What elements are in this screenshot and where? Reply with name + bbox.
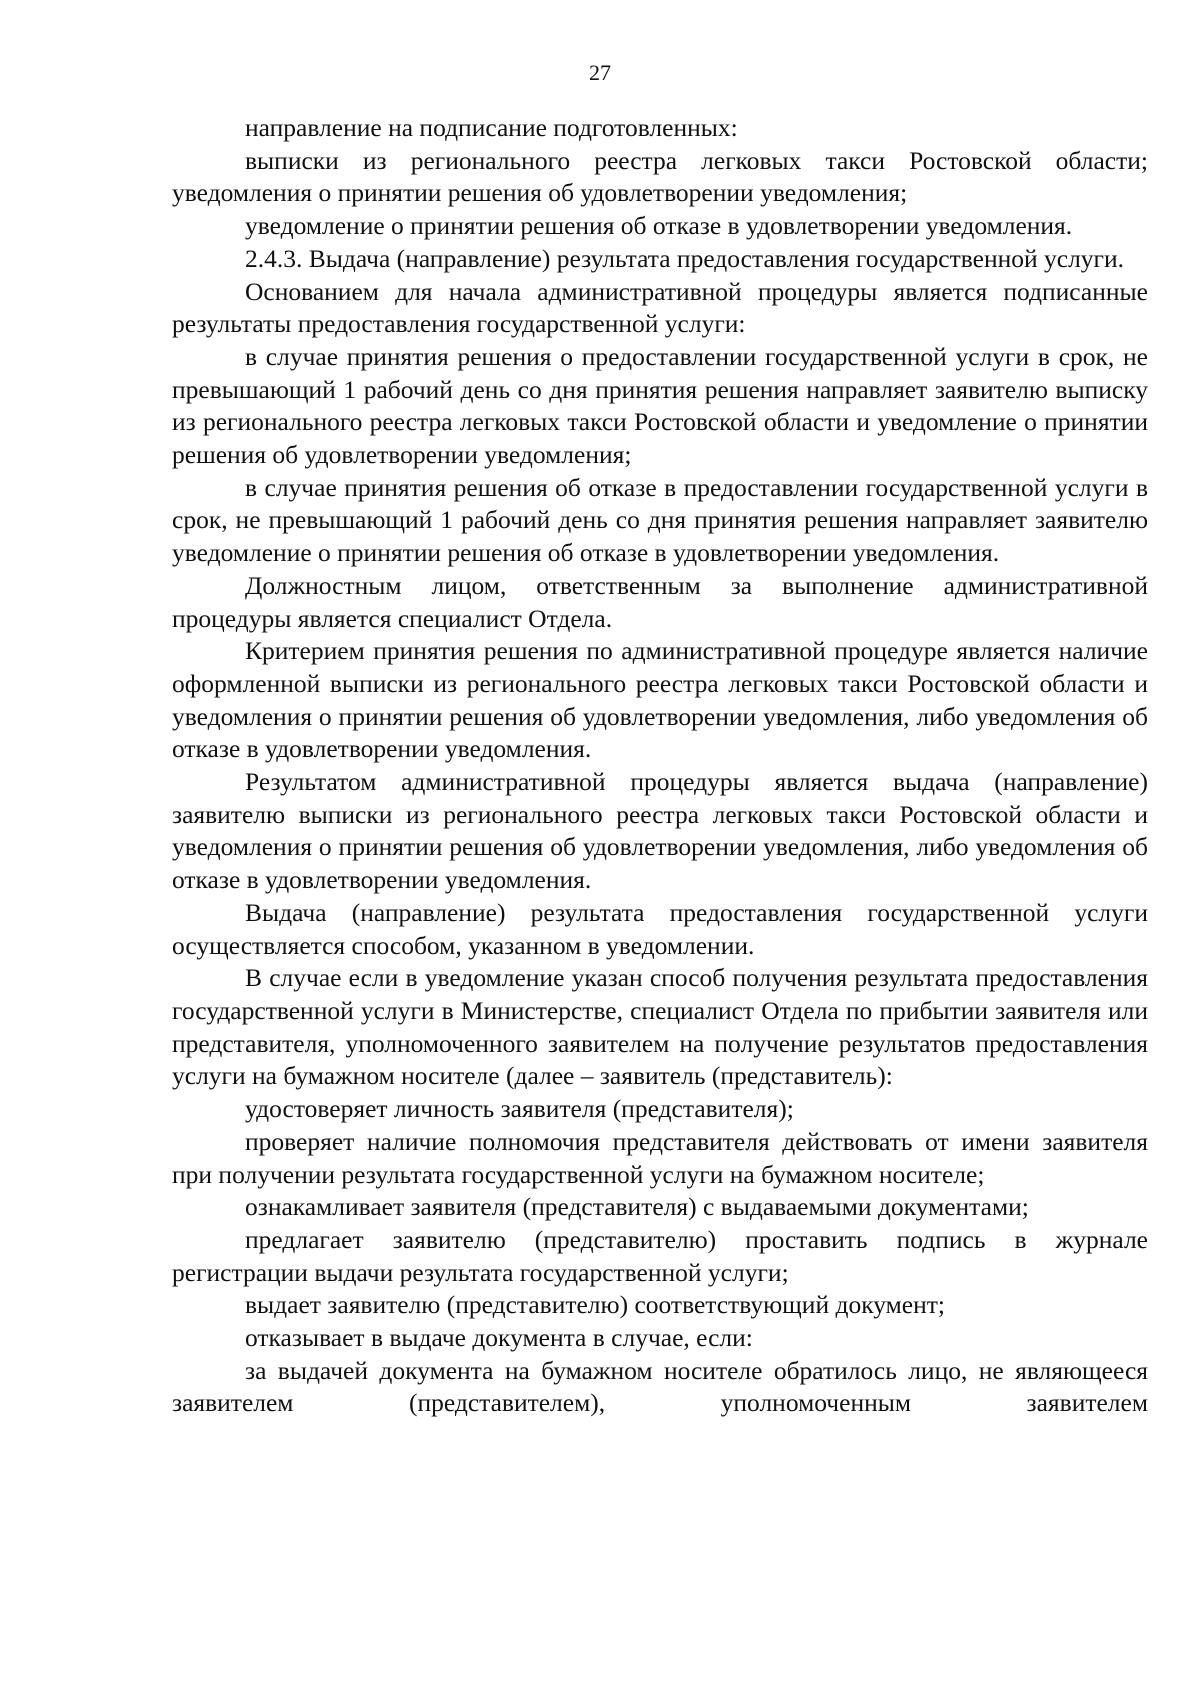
paragraph-decision-criterion: Критерием принятия решения по административной процедуре является наличие оформленной выписки из регионального реестра легковых такси Ростовской области и уведомления о принятии решения об удовлетворении уведомления, либо уведомления об отказе в удовлетворении уведомления. bbox=[172, 636, 1148, 764]
paragraph-sign-journal: предлагает заявителю (представителю) проставить подпись в журнале регистрации выдачи результата государственной услуги; bbox=[172, 1224, 1148, 1287]
paragraph-review-documents: ознакамливает заявителя (представителя) с выдаваемыми документами; bbox=[245, 1192, 1029, 1222]
page-number: 27 bbox=[589, 60, 611, 85]
paragraph-refuse-issuance: отказывает в выдаче документа в случае, если: bbox=[245, 1323, 753, 1353]
paragraph-case-refusal: в случае принятия решения об отказе в предоставлении государственной услуги в срок, не превышающий 1 рабочий день со дня принятия решения направляет заявителю уведомление о принятии решения об отказе в удовлетворении уведомления. bbox=[172, 472, 1148, 568]
paragraph-delivery-method: Выдача (направление) результата предоставления государственной услуги осуществляется способом, указанном в уведомлении. bbox=[172, 897, 1148, 960]
paragraph-case-approval: в случае принятия решения о предоставлении государственной услуги в срок, не превышающий 1 рабочий день со дня принятия решения направляет заявителю выписку из регионального реестра легковых такси Ростовской области и уведомление о принятии решения об удовлетворении уведомления; bbox=[172, 341, 1148, 470]
paragraph-in-person-pickup: В случае если в уведомление указан способ получения результата предоставления государственной услуги в Министерстве, специалист Отдела по прибытии заявителя или представителя, уполномоченного заявителем на получение результатов предоставления услуги на бумажном носителе (далее – заявитель (представитель): bbox=[172, 963, 1148, 1091]
paragraph-registry-extract: выписки из регионального реестра легковых такси Ростовской области; уведомления о принятии решения об удовлетворении уведомления; bbox=[172, 145, 1148, 208]
paragraph-procedure-result: Результатом административной процедуры является выдача (направление) заявителю выписки из регионального реестра легковых такси Ростовской области и уведомления о принятии решения об удовлетворении уведомления, либо уведомления об отказе в удовлетворении уведомления. bbox=[172, 767, 1148, 895]
paragraph-responsible-official: Должностным лицом, ответственным за выполнение административной процедуры является специалист Отдела. bbox=[172, 570, 1148, 633]
paragraph-check-authority: проверяет наличие полномочия представителя действовать от имени заявителя при получении результата государственной услуги на бумажном носителе; bbox=[172, 1126, 1148, 1189]
document-body bbox=[172, 112, 1148, 1420]
paragraph-refusal-notice: уведомление о принятии решения об отказе в удовлетворении уведомления. bbox=[245, 211, 1073, 241]
paragraph-signing-direction: направление на подписание подготовленных: bbox=[245, 113, 738, 142]
paragraph-issue-document: выдает заявителю (представителю) соответствующий документ; bbox=[245, 1290, 945, 1320]
paragraph-verify-identity: удостоверяет личность заявителя (представителя); bbox=[245, 1094, 794, 1124]
paragraph-unauthorized-person: за выдачей документа на бумажном носителе обратилось лицо, не являющееся заявителем (представителем), уполномоченным заявителем bbox=[172, 1355, 1148, 1418]
paragraph-procedure-basis: Основанием для начала административной процедуры является подписанные результаты предоставления государственной услуги: bbox=[172, 276, 1148, 339]
section-heading-2-4-3: 2.4.3. Выдача (направление) результата предоставления государственной услуги. bbox=[245, 243, 1125, 273]
